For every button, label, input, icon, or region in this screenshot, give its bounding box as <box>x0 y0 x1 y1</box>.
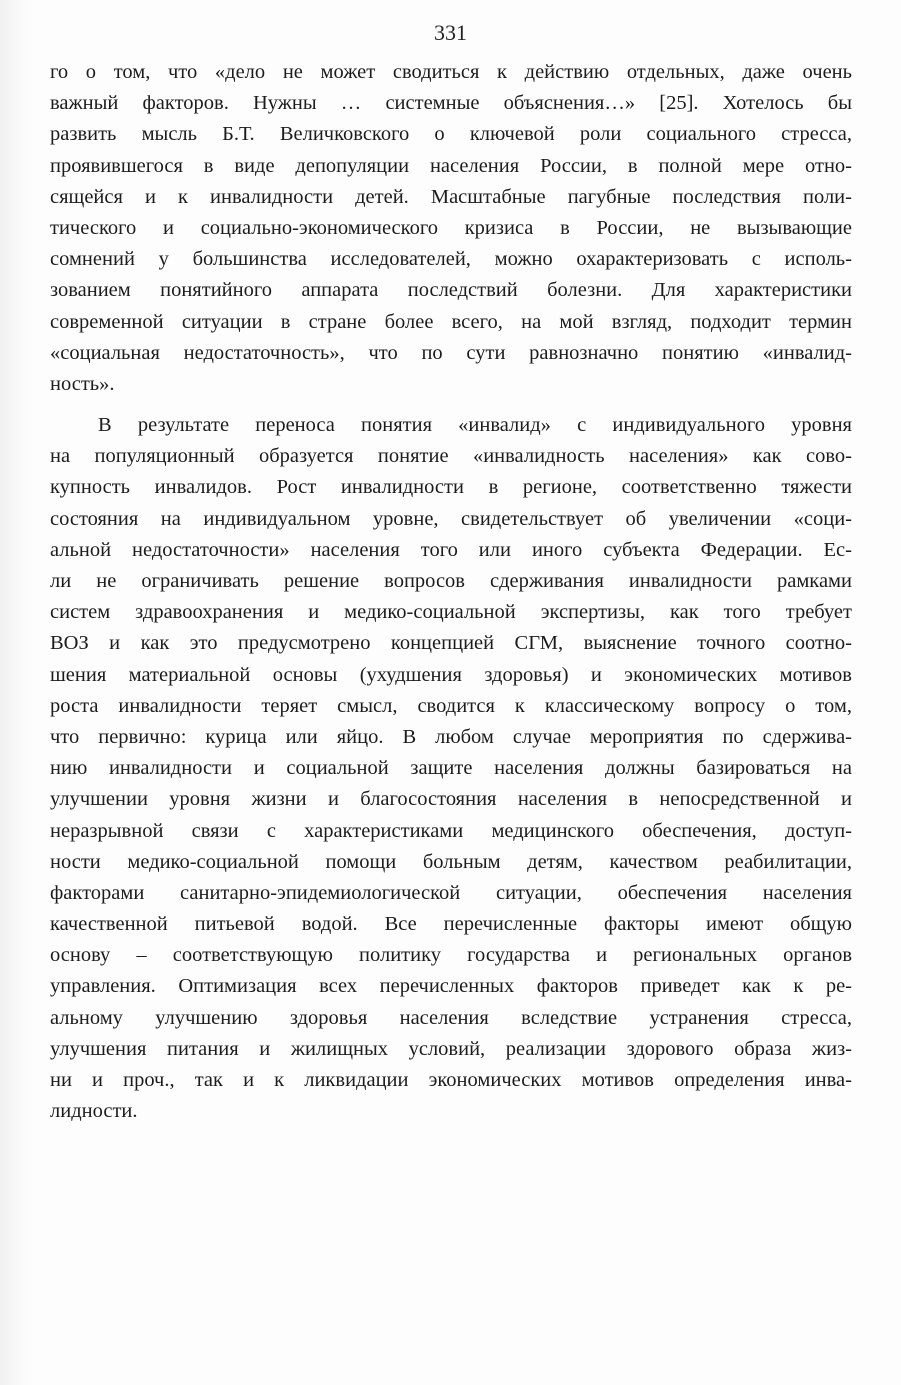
text-line: на популяционный образуется понятие «инвалидность населения» как сово- <box>50 445 852 468</box>
text-line: основу – соответствующую политику государства и региональных органов <box>50 944 852 967</box>
text-line: что первично: курица или яйцо. В любом случае мероприятия по сдержива- <box>50 725 852 748</box>
text-line: управления. Оптимизация всех перечисленных факторов приведет как к ре- <box>50 975 852 998</box>
text-line: го о том, что «дело не может сводиться к действию отдельных, даже очень <box>50 61 852 83</box>
scan-edge-shadow <box>0 0 34 1385</box>
text-line: ность». <box>50 372 115 395</box>
text-line: тического и социально-экономического кризиса в России, не вызывающие <box>50 216 852 239</box>
text-line: «социальная недостаточность», что по сути равнозначно понятию «инвалид- <box>50 341 852 364</box>
body-text <box>50 57 852 1127</box>
text-line: лидности. <box>50 1100 138 1123</box>
text-line: шения материальной основы (ухудшения здоровья) и экономических мотивов <box>50 663 852 686</box>
text-line: развить мысль Б.Т. Величковского о ключевой роли социального стресса, <box>50 123 852 146</box>
paragraph-gap <box>50 400 852 410</box>
text-line: факторами санитарно-эпидемиологической ситуации, обеспечения населения <box>50 881 852 904</box>
text-line: проявившегося в виде депопуляции населения России, в полной мере отно- <box>50 154 852 177</box>
text-line: улучшения питания и жилищных условий, реализации здорового образа жиз- <box>50 1037 852 1060</box>
text-line: ВОЗ и как это предусмотрено концепцией СГМ, выяснение точного соотно- <box>50 632 852 655</box>
text-line: улучшении уровня жизни и благосостояния населения в непосредственной и <box>50 788 852 811</box>
paragraph <box>50 410 852 1127</box>
text-line: современной ситуации в стране более всего, на мой взгляд, подходит термин <box>50 310 852 333</box>
page-number: 331 <box>434 20 467 45</box>
text-line: состояния на индивидуальном уровне, свидетельствует об увеличении «соци- <box>50 507 852 530</box>
text-line: ности медико-социальной помощи больным детям, качеством реабилитации, <box>50 850 852 873</box>
text-line: зованием понятийного аппарата последствий болезни. Для характеристики <box>50 279 852 302</box>
text-line: купность инвалидов. Рост инвалидности в регионе, соответственно тяжести <box>50 476 852 499</box>
text-line: альному улучшению здоровья населения вследствие устранения стресса, <box>50 1006 852 1029</box>
text-line: роста инвалидности теряет смысл, сводится к классическому вопросу о том, <box>50 694 852 717</box>
text-line: альной недостаточности» населения того или иного субъекта Федерации. Ес- <box>50 538 852 561</box>
text-line: ли не ограничивать решение вопросов сдерживания инвалидности рамками <box>50 570 852 592</box>
text-line: качественной питьевой водой. Все перечисленные факторы имеют общую <box>50 913 852 936</box>
text-line: ни и проч., так и к ликвидации экономических мотивов определения инва- <box>50 1069 852 1091</box>
text-line: важный факторов. Нужны … системные объяснения…» [25]. Хотелось бы <box>50 92 852 115</box>
text-line: неразрывной связи с характеристиками медицинского обеспечения, доступ- <box>50 819 852 842</box>
text-line: систем здравоохранения и медико-социальной экспертизы, как того требует <box>50 601 852 624</box>
text-line: В результате переноса понятия «инвалид» с индивидуального уровня <box>98 414 852 437</box>
text-line: сомнений у большинства исследователей, можно охарактеризовать с исполь- <box>50 248 852 271</box>
text-line: нию инвалидности и социальной защите населения должны базироваться на <box>50 757 852 780</box>
text-line: сящейся и к инвалидности детей. Масштабные пагубные последствия поли- <box>50 185 852 208</box>
paragraph <box>50 57 852 400</box>
